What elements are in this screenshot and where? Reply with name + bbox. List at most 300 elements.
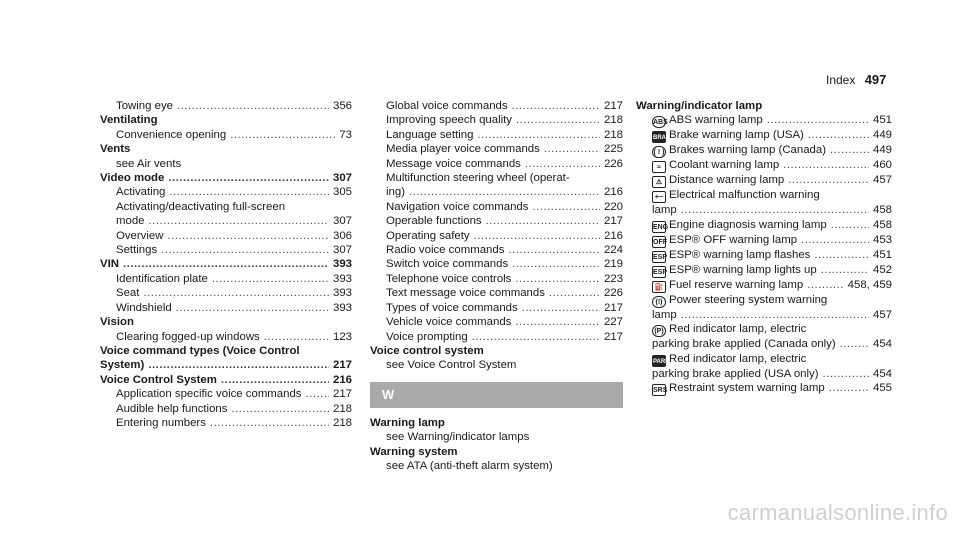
esp-icon: ESP	[652, 251, 666, 263]
entry-label: Towing eye	[116, 100, 173, 112]
index-entry	[370, 445, 623, 459]
entry-label: Entering numbers	[116, 416, 206, 429]
index-entry	[636, 143, 892, 158]
entry-label: Telephone voice controls	[386, 272, 512, 285]
leader-dots	[474, 229, 600, 243]
entry-text	[652, 294, 827, 306]
index-entry	[636, 337, 892, 351]
index-entry	[636, 158, 892, 173]
leader-dots	[544, 142, 600, 156]
leader-dots	[176, 301, 329, 315]
entry-text	[652, 218, 827, 233]
index-entry	[636, 203, 892, 217]
coolant-icon: ≈	[652, 161, 666, 173]
entry-text	[386, 301, 518, 315]
page-reference[interactable]: 453	[872, 233, 892, 246]
page-reference[interactable]: 216	[603, 186, 623, 199]
index-entry	[370, 257, 623, 271]
page-reference[interactable]: 451	[872, 248, 892, 261]
index-entry	[370, 330, 623, 344]
entry-label: Voice command types (Voice Control	[100, 344, 300, 357]
parking-brake-icon: (P)	[652, 325, 666, 337]
entry-label: VIN	[100, 258, 119, 271]
index-entry	[100, 387, 352, 401]
entry-text	[100, 171, 164, 185]
esp-lights-icon: ESP	[652, 266, 666, 278]
entry-text	[386, 460, 553, 472]
entry-text	[116, 387, 302, 401]
index-entry	[100, 416, 352, 430]
page-reference[interactable]: 458	[872, 218, 892, 231]
entry-text	[652, 203, 677, 217]
section-letter-w: W	[370, 382, 623, 408]
watermark: carmanualsonline.info	[727, 500, 948, 525]
index-entry	[636, 352, 892, 367]
index-entry	[370, 185, 623, 199]
index-entry	[370, 142, 623, 156]
leader-dots	[801, 233, 869, 247]
page-reference[interactable]: 216	[603, 229, 623, 242]
entry-text	[386, 315, 511, 329]
index-entry	[100, 358, 352, 372]
index-entry	[636, 188, 892, 203]
abs-icon: ABS	[652, 116, 666, 128]
index-entry	[100, 185, 352, 199]
index-entry	[100, 113, 352, 127]
entry-text	[100, 257, 119, 271]
index-entry	[370, 200, 623, 214]
index-entry	[100, 301, 352, 315]
page-reference[interactable]: 457	[872, 308, 892, 321]
entry-text	[652, 128, 804, 143]
index-entry	[100, 243, 352, 257]
leader-dots	[821, 263, 869, 277]
entry-label: Engine diagnosis warning lamp	[669, 218, 827, 231]
entry-text	[116, 272, 208, 286]
entry-label: Vehicle voice commands	[386, 316, 512, 329]
page-reference[interactable]: 307	[332, 172, 352, 185]
index-column-3	[636, 99, 892, 396]
entry-text	[652, 381, 825, 396]
page-reference[interactable]: 227	[603, 316, 623, 329]
entry-label: ESP® warning lamp flashes	[669, 248, 811, 261]
leader-dots	[508, 243, 600, 257]
entry-label: Settings	[116, 244, 158, 257]
leader-dots	[783, 158, 869, 172]
entry-text	[652, 367, 819, 381]
entry-text	[100, 316, 134, 328]
entry-label: ESP® warning lamp lights up	[669, 263, 817, 276]
entry-text	[100, 358, 144, 372]
entry-text	[100, 114, 158, 126]
entry-text	[116, 185, 165, 199]
leader-dots	[767, 113, 869, 127]
entry-label: Overview	[116, 229, 164, 242]
index-column-2	[370, 99, 623, 473]
index-entry	[100, 142, 352, 156]
entry-text	[652, 233, 797, 248]
entry-label: Fuel reserve warning lamp	[669, 278, 804, 291]
index-entry	[100, 286, 352, 300]
leader-dots	[831, 218, 869, 232]
page-reference[interactable]: 218	[603, 114, 623, 127]
entry-label: Text message voice commands	[386, 287, 545, 300]
leader-dots	[788, 173, 869, 187]
index-entry	[370, 229, 623, 243]
index-entry	[370, 157, 623, 171]
entry-text	[652, 113, 763, 128]
leader-dots	[264, 330, 329, 344]
battery-icon: +−	[652, 191, 666, 203]
leader-dots	[549, 286, 600, 300]
entry-label: Brakes warning lamp (Canada)	[669, 144, 827, 157]
entry-label: System)	[100, 359, 145, 372]
entry-label: Improving speech quality	[386, 114, 512, 127]
page-reference[interactable]: 218	[603, 128, 623, 141]
index-entry	[636, 322, 892, 337]
entry-text	[386, 359, 516, 371]
entry-text	[386, 113, 512, 127]
entry-text	[116, 243, 157, 257]
page-reference[interactable]: 224	[603, 244, 623, 257]
entry-text	[386, 172, 570, 184]
entry-label: Activating	[116, 186, 166, 199]
entry-label: parking brake applied (USA only)	[652, 367, 819, 380]
leader-dots	[161, 243, 329, 257]
entry-label: see ATA (anti-theft alarm system)	[386, 459, 553, 472]
entry-text	[116, 214, 145, 228]
entry-label: see Voice Control System	[386, 359, 517, 372]
entry-label: Voice prompting	[386, 330, 468, 343]
entry-label: Operating safety	[386, 229, 470, 242]
leader-dots	[177, 99, 329, 113]
leader-dots	[814, 248, 869, 262]
entry-label: Language setting	[386, 128, 474, 141]
index-entry	[636, 381, 892, 396]
index-entry	[636, 233, 892, 248]
entry-text	[386, 272, 511, 286]
entry-label: Activating/deactivating full-screen	[116, 200, 286, 213]
leader-dots	[472, 330, 600, 344]
entry-label: Vision	[100, 316, 134, 329]
leader-dots	[681, 308, 869, 322]
entry-text	[100, 143, 130, 155]
entry-text	[116, 330, 260, 344]
page-number: 497	[864, 72, 887, 87]
leader-dots	[306, 387, 329, 401]
index-entry	[100, 157, 352, 171]
index-entry	[636, 99, 892, 113]
page-reference[interactable]: 451	[872, 114, 892, 127]
leader-dots	[167, 229, 329, 243]
page-reference[interactable]: 217	[603, 215, 623, 228]
index-entry	[370, 214, 623, 228]
page-reference[interactable]: 123	[332, 330, 352, 343]
entry-label: Video mode	[100, 172, 165, 185]
index-entry	[370, 459, 623, 473]
entry-text	[386, 142, 540, 156]
entry-text	[370, 345, 484, 357]
entry-label: Application specific voice commands	[116, 388, 302, 401]
entry-label: Voice Control System	[100, 373, 217, 386]
entry-label: ESP® OFF warning lamp	[669, 233, 798, 246]
index-entry	[370, 171, 623, 185]
index-entry	[370, 315, 623, 329]
index-entry	[370, 416, 623, 430]
page-reference[interactable]: 460	[872, 159, 892, 172]
index-entry	[636, 308, 892, 322]
entry-label: Windshield	[116, 301, 172, 314]
entry-label: parking brake applied (Canada only)	[652, 338, 836, 351]
entry-text	[116, 402, 227, 416]
entry-text	[386, 214, 482, 228]
entry-label: Global voice commands	[386, 100, 508, 112]
entry-text	[652, 278, 803, 293]
index-entry	[370, 301, 623, 315]
page-reference[interactable]: 307	[332, 244, 352, 257]
entry-text	[386, 286, 545, 300]
entry-text	[100, 373, 217, 387]
index-entry	[370, 358, 623, 372]
leader-dots	[230, 128, 335, 142]
leader-dots	[830, 143, 869, 157]
page-reference[interactable]: 449	[872, 144, 892, 157]
entry-text	[116, 158, 181, 170]
index-entry	[100, 171, 352, 185]
leader-dots	[148, 358, 329, 372]
entry-label: Message voice commands	[386, 157, 521, 170]
page-reference[interactable]: 217	[332, 359, 352, 372]
leader-dots	[486, 214, 600, 228]
entry-text	[386, 243, 504, 257]
leader-dots	[512, 99, 600, 113]
entry-text	[386, 229, 470, 243]
entry-text	[100, 345, 300, 357]
page-reference[interactable]: 393	[332, 272, 352, 285]
entry-label: Audible help functions	[116, 402, 228, 415]
entry-text	[386, 99, 508, 113]
entry-label: ing)	[386, 186, 405, 199]
index-entry	[100, 200, 352, 214]
leader-dots	[512, 257, 600, 271]
entry-text	[116, 286, 139, 300]
index-entry	[100, 214, 352, 228]
entry-label: mode	[116, 215, 145, 228]
page-reference[interactable]: 454	[872, 338, 892, 351]
steering-icon: (!)	[652, 296, 666, 308]
index-entry	[636, 173, 892, 188]
index-entry	[100, 128, 352, 142]
page-reference[interactable]: 217	[332, 388, 352, 401]
leader-dots	[515, 315, 600, 329]
entry-label: Vents	[100, 143, 131, 156]
page-reference[interactable]: 307	[332, 215, 352, 228]
engine-icon: ENG	[652, 221, 666, 233]
entry-label: Warning/indicator lamp	[636, 100, 763, 112]
index-entry	[100, 315, 352, 329]
index-entry	[636, 248, 892, 263]
entry-text	[116, 229, 163, 243]
index-entry	[100, 257, 352, 271]
page-reference[interactable]: 454	[872, 367, 892, 380]
leader-dots	[525, 157, 600, 171]
page-reference[interactable]: 393	[332, 287, 352, 300]
index-entry	[100, 99, 352, 113]
page-header	[826, 72, 886, 87]
entry-text	[652, 308, 677, 322]
index-entry	[370, 243, 623, 257]
page-reference[interactable]: 217	[603, 330, 623, 343]
entry-label: Warning lamp	[370, 416, 445, 429]
index-entry	[370, 286, 623, 300]
page-reference[interactable]: 457	[872, 174, 892, 187]
page-reference[interactable]: 216	[332, 373, 352, 386]
entry-text	[386, 330, 468, 344]
page-reference[interactable]: 73	[339, 128, 352, 141]
leader-dots	[516, 113, 600, 127]
index-entry	[100, 229, 352, 243]
leader-dots	[168, 171, 329, 185]
page-reference[interactable]: 217	[603, 100, 623, 112]
index-entry	[370, 113, 623, 127]
page-reference[interactable]: 220	[603, 200, 623, 213]
index-entry	[370, 272, 623, 286]
entry-label: Brake warning lamp (USA)	[669, 129, 804, 142]
page-reference[interactable]: 306	[332, 229, 352, 242]
entry-label: Ventilating	[100, 114, 158, 127]
entry-text	[652, 158, 779, 173]
page-reference[interactable]: 217	[603, 301, 623, 314]
entry-text	[386, 200, 528, 214]
leader-dots	[231, 402, 329, 416]
leader-dots	[823, 367, 869, 381]
entry-label: lamp	[652, 204, 677, 217]
page-reference[interactable]: 356	[332, 100, 352, 112]
page-reference[interactable]: 452	[872, 263, 892, 276]
page-reference[interactable]: 393	[332, 258, 352, 271]
entry-label: see Warning/indicator lamps	[386, 431, 530, 444]
section-title: Index	[826, 73, 856, 87]
entry-text	[386, 185, 405, 199]
page-reference[interactable]: 218	[332, 402, 352, 415]
entry-label: Distance warning lamp	[669, 174, 785, 187]
index-entry	[100, 402, 352, 416]
page-reference[interactable]: 219	[603, 258, 623, 271]
entry-text	[652, 173, 784, 188]
entry-label: lamp	[652, 308, 677, 321]
entry-label: Operable functions	[386, 215, 482, 228]
entry-label: Convenience opening	[116, 128, 227, 141]
leader-dots	[807, 278, 843, 292]
index-entry	[636, 218, 892, 233]
leader-dots	[409, 185, 600, 199]
leader-dots	[143, 286, 329, 300]
index-entry	[636, 263, 892, 278]
entry-text	[116, 416, 206, 430]
entry-text	[370, 417, 445, 429]
page-reference[interactable]: 458, 459	[847, 278, 892, 291]
entry-label: ABS warning lamp	[669, 114, 763, 127]
page-reference[interactable]: 223	[603, 272, 623, 285]
leader-dots	[210, 416, 329, 430]
entry-label: Seat	[116, 287, 140, 300]
leader-dots	[515, 272, 600, 286]
entry-text	[386, 257, 508, 271]
entry-label: Power steering system warning	[669, 293, 828, 306]
page-reference[interactable]: 225	[603, 143, 623, 156]
page-reference[interactable]: 449	[872, 129, 892, 142]
page-reference[interactable]: 226	[603, 157, 623, 170]
entry-text	[370, 446, 458, 458]
index-entry	[370, 430, 623, 444]
entry-label: Coolant warning lamp	[669, 159, 780, 172]
entry-text	[652, 323, 806, 335]
index-entry	[636, 113, 892, 128]
page-reference[interactable]: 455	[872, 382, 892, 395]
entry-text	[116, 99, 173, 113]
entry-label: Red indicator lamp, electric	[669, 352, 807, 365]
entry-text	[652, 248, 810, 263]
entry-label: Restraint system warning lamp	[669, 382, 825, 395]
entry-label: Voice control system	[370, 344, 484, 357]
index-entry	[370, 344, 623, 358]
page-reference[interactable]: 393	[332, 301, 352, 314]
entry-text	[652, 353, 806, 365]
index-entry	[370, 128, 623, 142]
index-entry	[100, 344, 352, 358]
index-column-1	[100, 99, 352, 430]
entry-text	[652, 263, 817, 278]
index-entry	[370, 99, 623, 113]
page-reference[interactable]: 305	[332, 186, 352, 199]
entry-text	[386, 157, 521, 171]
index-entry	[636, 293, 892, 308]
distance-warning-icon: ⚠	[652, 176, 666, 188]
entry-label: Multifunction steering wheel (operat-	[386, 172, 570, 185]
entry-text	[116, 128, 226, 142]
brake-circle-icon: ( ! )	[652, 146, 666, 158]
entry-text	[636, 100, 762, 112]
leader-dots	[522, 301, 600, 315]
page-reference[interactable]: 218	[332, 416, 352, 429]
page-reference[interactable]: 458	[872, 204, 892, 217]
leader-dots	[532, 200, 600, 214]
index-entry	[100, 272, 352, 286]
entry-text	[386, 128, 473, 142]
index-entry	[100, 373, 352, 387]
entry-text	[652, 143, 826, 158]
leader-dots	[681, 203, 869, 217]
index-entry	[636, 128, 892, 143]
leader-dots	[123, 257, 329, 271]
entry-label: Identification plate	[116, 272, 208, 285]
brake-icon: BRAKE	[652, 131, 666, 143]
entry-label: Types of voice commands	[386, 301, 518, 314]
leader-dots	[221, 373, 329, 387]
entry-text	[652, 337, 836, 351]
leader-dots	[840, 337, 869, 351]
entry-label: Red indicator lamp, electric	[669, 323, 807, 336]
entry-label: Navigation voice commands	[386, 200, 529, 213]
entry-label: Media player voice commands	[386, 143, 540, 156]
index-entry	[100, 330, 352, 344]
entry-label: Radio voice commands	[386, 244, 505, 257]
leader-dots	[169, 185, 329, 199]
entry-label: Switch voice commands	[386, 258, 509, 271]
entry-label: Warning system	[370, 445, 458, 458]
page-reference[interactable]: 226	[603, 287, 623, 300]
index-entry	[636, 367, 892, 381]
